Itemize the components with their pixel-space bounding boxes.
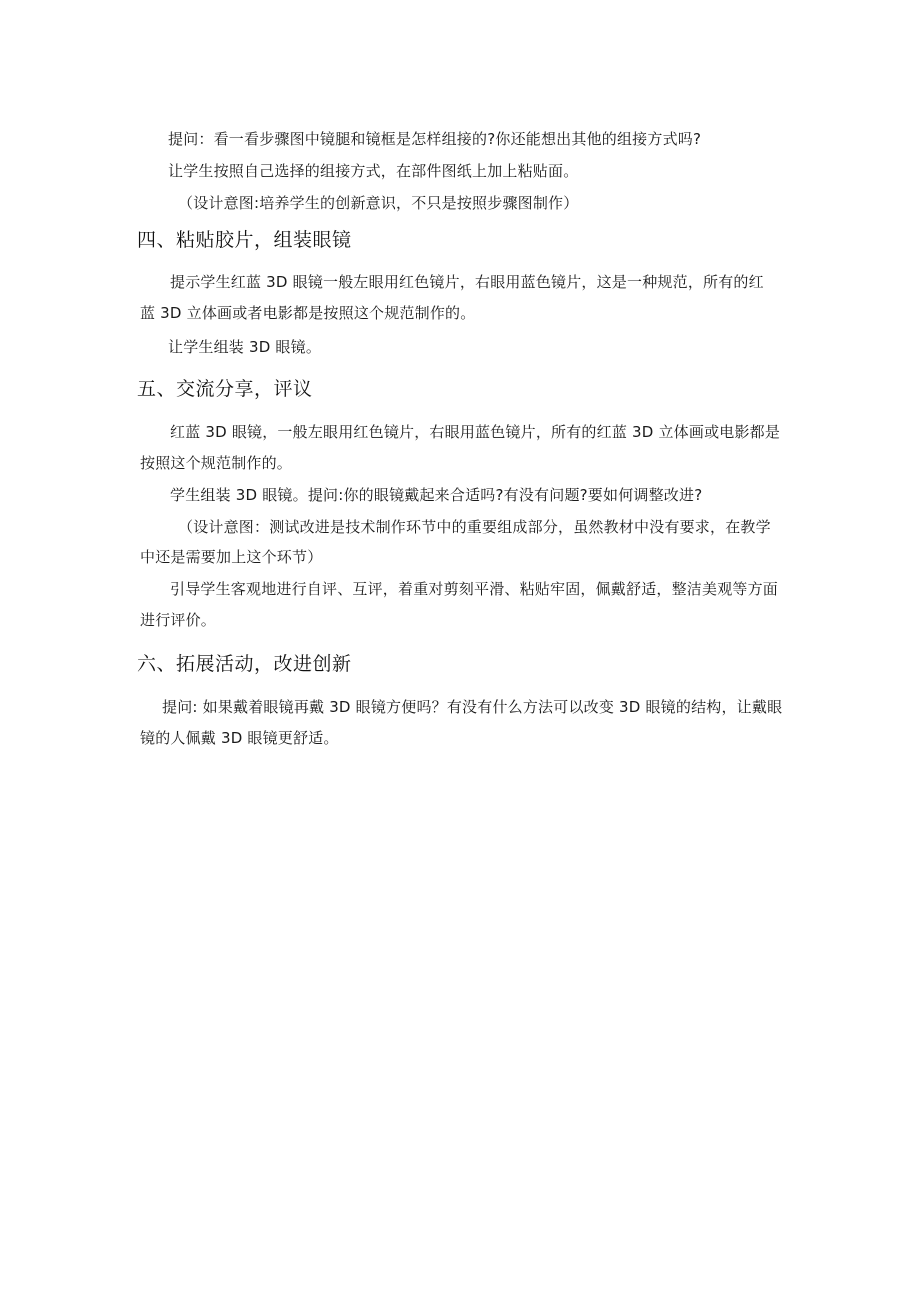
- paragraph-line: 镜的人佩戴 3D 眼镜更舒适。: [140, 729, 339, 747]
- section-heading: 六、拓展活动，改进创新: [137, 653, 352, 675]
- paragraph-line: 红蓝 3D 眼镜，一般左眼用红色镜片，右眼用蓝色镜片，所有的红蓝 3D 立体画或电影都是: [170, 423, 781, 441]
- paragraph-line: 提示学生红蓝 3D 眼镜一般左眼用红色镜片，右眼用蓝色镜片，这是一种规范，所有的红: [170, 273, 764, 291]
- paragraph-line: 引导学生客观地进行自评、互评，着重对剪刻平滑、粘贴牢固，佩戴舒适，整洁美观等方面: [170, 580, 779, 598]
- paragraph-line: 让学生按照自己选择的组接方式，在部件图纸上加上粘贴面。: [168, 162, 579, 180]
- paragraph-line: 蓝 3D 立体画或者电影都是按照这个规范制作的。: [140, 304, 476, 322]
- design-intent-note: 中还是需要加上这个环节）: [140, 548, 323, 566]
- design-intent-note: （设计意图：测试改进是技术制作环节中的重要组成部分，虽然教材中没有要求，在教学: [178, 518, 771, 536]
- paragraph-line: 提问：看一看步骤图中镜腿和镜框是怎样组接的?你还能想出其他的组接方式吗?: [168, 130, 702, 148]
- paragraph-line: 学生组装 3D 眼镜。提问:你的眼镜戴起来合适吗?有没有问题?要如何调整改进?: [170, 486, 703, 504]
- design-intent-note: （设计意图:培养学生的创新意识，不只是按照步骤图制作）: [178, 194, 579, 212]
- paragraph-line: 提问: 如果戴着眼镜再戴 3D 眼镜方便吗？有没有什么方法可以改变 3D 眼镜的结构，让戴眼: [162, 698, 783, 716]
- section-heading: 四、粘贴胶片，组装眼镜: [137, 229, 352, 251]
- section-heading: 五、交流分享，评议: [137, 378, 313, 400]
- paragraph-line: 按照这个规范制作的。: [140, 454, 293, 472]
- paragraph-line: 进行评价。: [140, 611, 217, 629]
- paragraph-line: 让学生组装 3D 眼镜。: [168, 338, 322, 356]
